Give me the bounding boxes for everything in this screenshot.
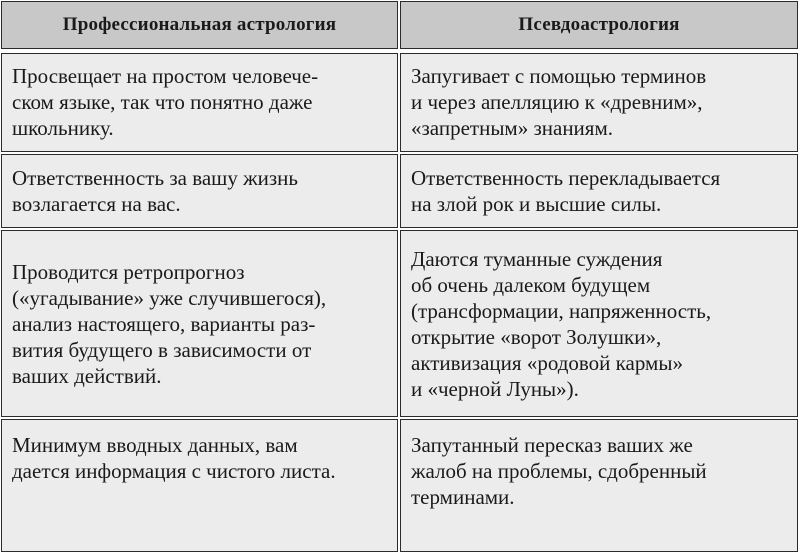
cell-text: Ответственность за вашу жизнь возлагается на вас. [12,166,298,216]
cell-text: Минимум вводных данных, вам дается информация с чистого листа. [12,433,336,483]
header-label: Псевдоастрология [518,14,680,35]
cell-text: Проводится ретропрогноз («угадывание» уже случившегося), анализ настоящего, варианты раз- вития будущего в зависимости от ваших действий. [12,259,327,388]
cell-text: Даются туманные суждения об очень далеком будущем (трансформации, напряженность, открытие «ворот Золушки», активизация «родовой кармы» и «черной Луны»). [411,246,712,401]
table-cell [1,53,398,152]
table-cell [400,53,798,152]
table-cell [1,419,398,552]
cell-text: Просвещает на простом человече- ском языке, так что понятно даже школьнику. [12,63,319,140]
table-cell [400,230,798,417]
table-cell [400,154,798,228]
table-cell [1,230,398,417]
cell-text: Запутанный пересказ ваших же жалоб на проблемы, сдобренный терминами. [411,433,707,509]
cell-text: Ответственность перекладывается на злой рок и высшие силы. [411,166,721,216]
table-cell [1,154,398,228]
cell-text: Запугивает с помощью терминов и через апелляцию к «древним», «запретным» знаниям. [411,63,707,140]
header-cell-pseudo [400,1,798,49]
header-label: Профессиональная астрология [62,14,337,35]
table-cell [400,419,798,552]
header-cell-professional [1,1,398,49]
